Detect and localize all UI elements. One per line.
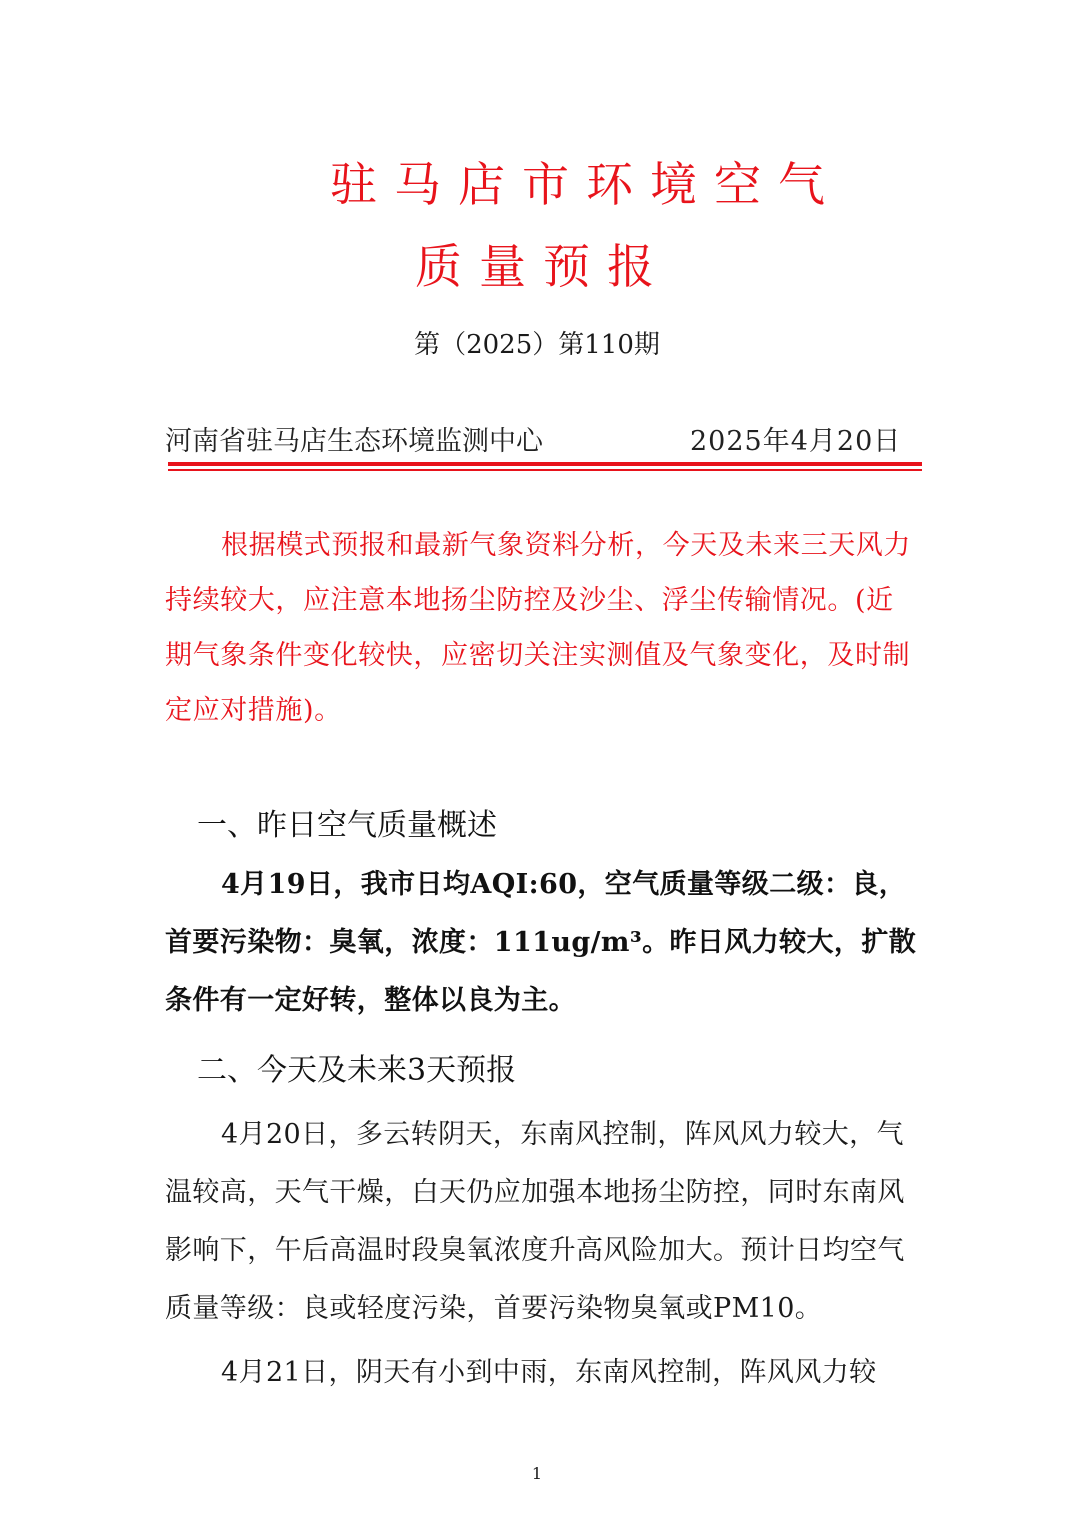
section1-heading: 一、昨日空气质量概述 — [197, 808, 497, 843]
forecast-day1-paragraph: 4月20日，多云转阴天，东南风控制，阵风风力较大，气温较高，天气干燥，白天仍应加强本地扬尘防控，同时东南风影响下，午后高温时段臭氧浓度升高风险加大。预计日均空气质量等级：良或轻度污染，首要污染物臭氧或PM10。 — [165, 1119, 905, 1324]
section1-body — [165, 856, 917, 1030]
document-title-line2: 质量预报 — [415, 240, 671, 295]
issue-date: 2025年4月20日 — [690, 426, 902, 457]
header-divider-thin — [168, 469, 922, 471]
notice-text: 根据模式预报和最新气象资料分析，今天及未来三天风力持续较大，应注意本地扬尘防控及沙尘、浮尘传输情况。(近期气象条件变化较快，应密切关注实测值及气象变化，及时制定应对措施)。 — [165, 530, 911, 726]
section2-heading: 二、今天及未来3天预报 — [197, 1053, 517, 1088]
forecast-notice — [165, 518, 917, 738]
page-number: 1 — [531, 1464, 543, 1483]
section1-paragraph: 4月19日，我市日均AQI:60，空气质量等级二级：良，首要污染物：臭氧，浓度：111ug/m³。昨日风力较大，扩散条件有一定好转，整体以良为主。 — [165, 869, 917, 1016]
header-divider-thick — [168, 462, 922, 466]
issuer-name: 河南省驻马店生态环境监测中心 — [165, 426, 543, 457]
document-title-line1: 驻马店市环境空气 — [330, 158, 842, 213]
forecast-day2-paragraph: 4月21日，阴天有小到中雨，东南风控制，阵风风力较 — [221, 1357, 877, 1388]
issue-number: 第（2025）第110期 — [414, 330, 660, 360]
section2-body — [165, 1106, 917, 1402]
